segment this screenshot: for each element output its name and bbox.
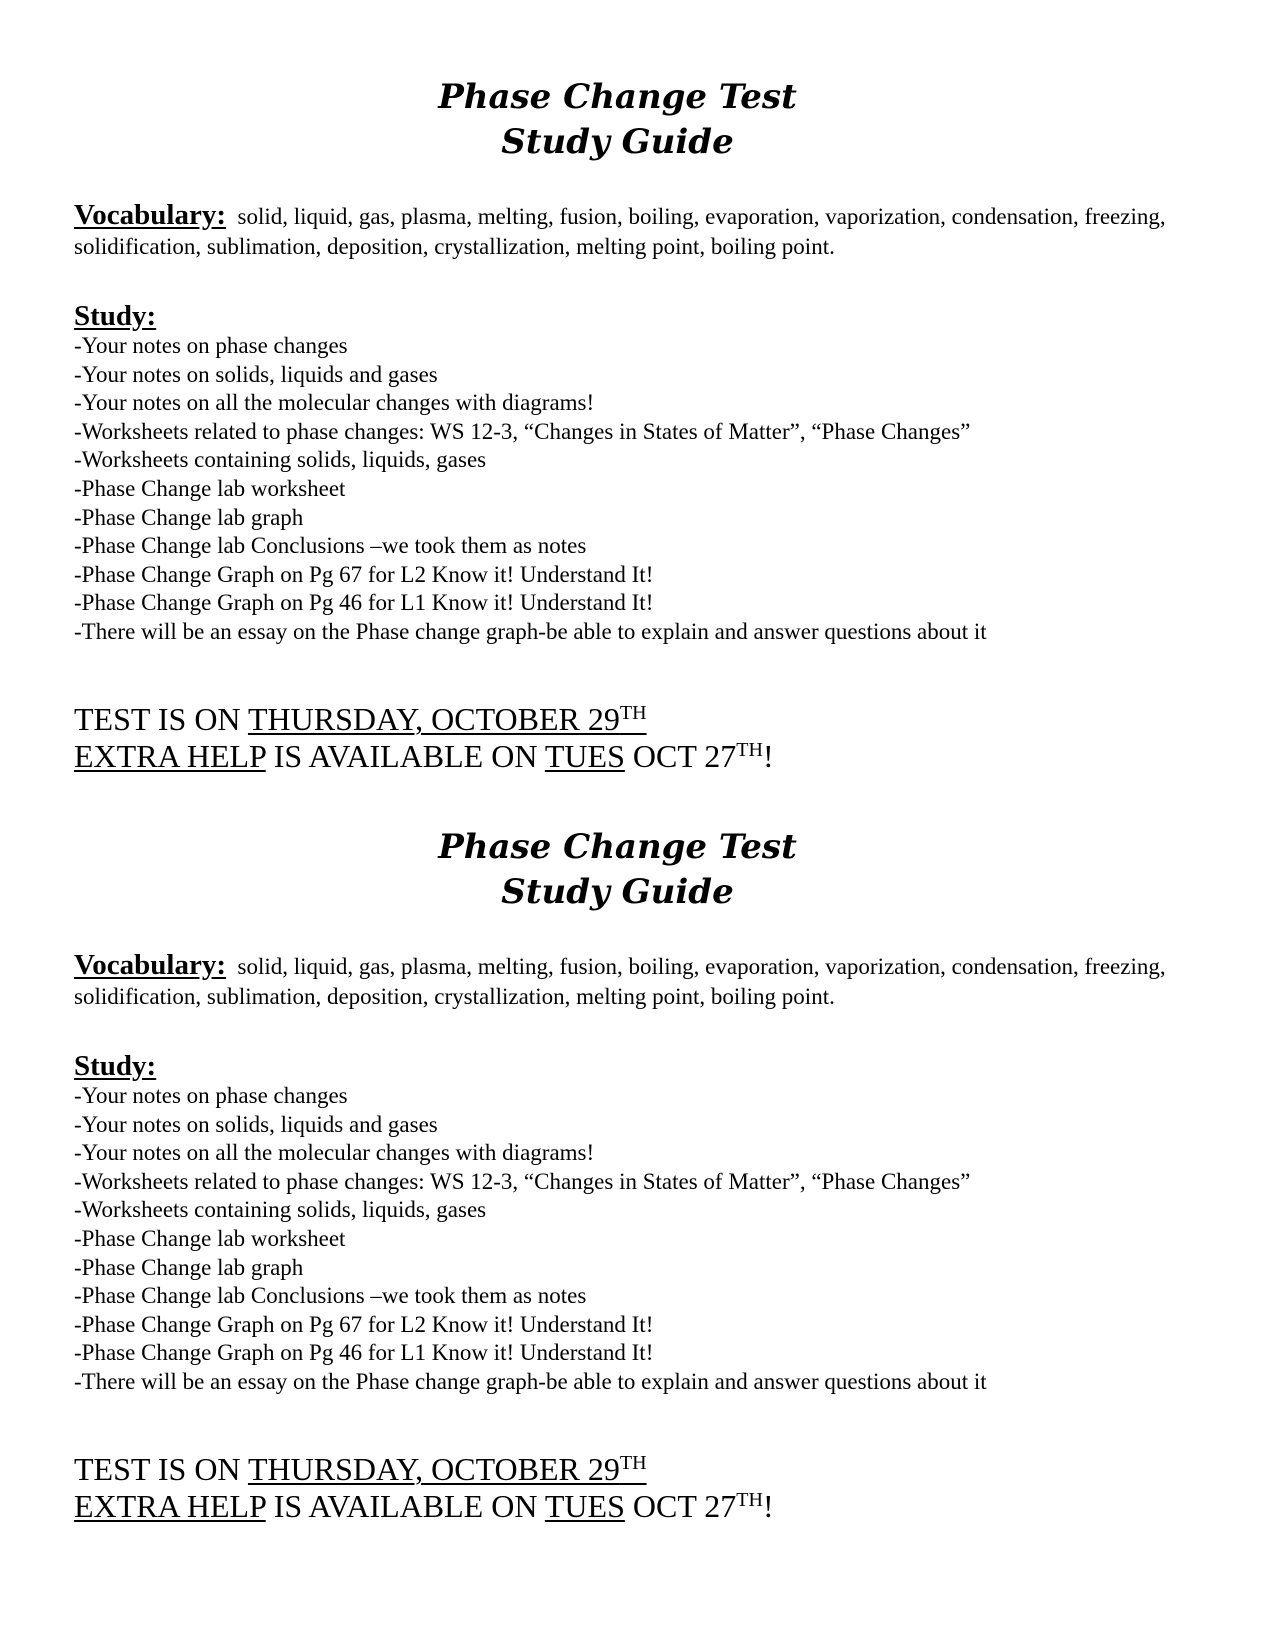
extra-help-label: EXTRA HELP: [74, 1488, 266, 1524]
list-item: -Worksheets related to phase changes: WS 12-3, “Changes in States of Matter”, “Phase Changes”: [74, 418, 971, 444]
list-item: -There will be an essay on the Phase change graph-be able to explain and answer questions about it: [74, 618, 987, 644]
list-item: -Phase Change Graph on Pg 67 for L2 Know it! Understand It!: [74, 1311, 654, 1337]
study-list: [74, 332, 987, 647]
list-item: -Worksheets containing solids, liquids, gases: [74, 1197, 487, 1223]
vocabulary-label: Vocabulary:: [74, 949, 226, 981]
vocabulary-paragraph: [74, 950, 1204, 1012]
study-heading: Study:: [74, 1050, 157, 1082]
guide-title-line-1: Phase Change Test: [438, 827, 797, 867]
list-item: -Worksheets related to phase changes: WS 12-3, “Changes in States of Matter”, “Phase Changes”: [74, 1168, 971, 1194]
study-heading: Study:: [74, 300, 157, 332]
list-item: -Phase Change Graph on Pg 46 for L1 Know it! Understand It!: [74, 1340, 654, 1366]
vocabulary-text: solid, liquid, gas, plasma, melting, fusion, boiling, evaporation, vaporization, condensation, freezing, solidification, sublimation, deposition, crystallization, melting point, boiling point.: [74, 954, 1166, 1009]
list-item: -Phase Change lab Conclusions –we took them as notes: [74, 533, 587, 559]
study-list: [74, 1082, 987, 1397]
vocabulary-paragraph: [74, 200, 1204, 262]
test-date-line: TEST IS ON THURSDAY, OCTOBER 29TH: [74, 701, 647, 737]
list-item: -Phase Change Graph on Pg 46 for L1 Know it! Understand It!: [74, 590, 654, 616]
list-item: -Phase Change Graph on Pg 67 for L2 Know it! Understand It!: [74, 561, 654, 587]
list-item: -Phase Change lab worksheet: [74, 475, 346, 501]
guide-title-line-2: Study Guide: [501, 872, 734, 912]
test-date-line: TEST IS ON THURSDAY, OCTOBER 29TH: [74, 1451, 647, 1487]
test-date: THURSDAY, OCTOBER 29TH: [247, 701, 647, 737]
extra-help-line: EXTRA HELP IS AVAILABLE ON TUES OCT 27TH!: [74, 738, 774, 774]
list-item: -Phase Change lab Conclusions –we took them as notes: [74, 1283, 587, 1309]
list-item: -Your notes on phase changes: [74, 333, 348, 358]
list-item: -Your notes on solids, liquids and gases: [74, 361, 438, 387]
list-item: -Phase Change lab graph: [74, 504, 304, 530]
guide-title-line-2: Study Guide: [501, 122, 734, 162]
list-item: -Your notes on solids, liquids and gases: [74, 1111, 438, 1137]
list-item: -Your notes on all the molecular changes with diagrams!: [74, 1140, 595, 1166]
list-item: -Your notes on all the molecular changes with diagrams!: [74, 390, 595, 416]
guide-title-line-1: Phase Change Test: [438, 77, 797, 117]
list-item: -Phase Change lab graph: [74, 1254, 304, 1280]
list-item: -Phase Change lab worksheet: [74, 1225, 346, 1251]
extra-help-line: EXTRA HELP IS AVAILABLE ON TUES OCT 27TH!: [74, 1488, 774, 1524]
list-item: -Your notes on phase changes: [74, 1083, 348, 1108]
extra-help-day: TUES: [544, 1488, 625, 1524]
vocabulary-label: Vocabulary:: [74, 199, 226, 231]
extra-help-label: EXTRA HELP: [74, 738, 266, 774]
list-item: -Worksheets containing solids, liquids, gases: [74, 447, 487, 473]
test-date: THURSDAY, OCTOBER 29TH: [247, 1451, 647, 1487]
list-item: -There will be an essay on the Phase change graph-be able to explain and answer questions about it: [74, 1368, 987, 1394]
vocabulary-text: solid, liquid, gas, plasma, melting, fusion, boiling, evaporation, vaporization, condensation, freezing, solidification, sublimation, deposition, crystallization, melting point, boiling point.: [74, 204, 1166, 259]
extra-help-day: TUES: [544, 738, 625, 774]
